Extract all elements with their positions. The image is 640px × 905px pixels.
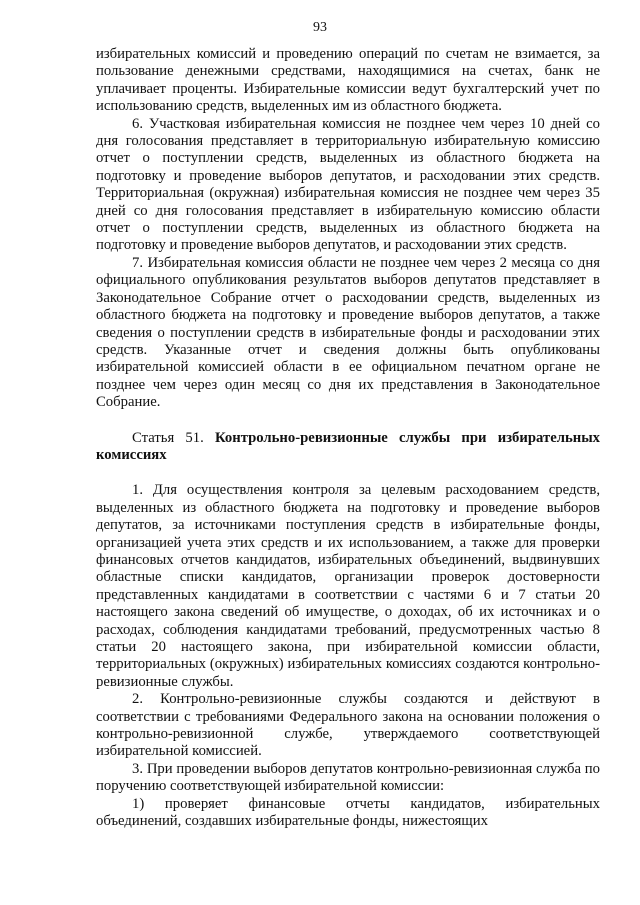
paragraph: 3. При проведении выборов депутатов контрольно-ревизионная служба по поручению соответствующей избирательной комиссии: [96,760,600,795]
article-number: Статья 51. [132,429,204,446]
spacer [96,464,600,482]
paragraph: 1) проверяет финансовые отчеты кандидатов, избирательных объединений, создавших избирательные фонды, нижестоящих [96,795,600,830]
article-heading [96,430,600,465]
paragraph: избирательных комиссий и проведению операций по счетам не взимается, за пользование денежными средствами, находящимися на счетах, банк не уплачивает проценты. Избирательные комиссии ведут бухгалтерский учет по использованию средств, выделенных им из областного бюджета. [96,46,600,115]
article-title: Контрольно-ревизионные службы при избирательных комиссиях [96,429,601,463]
document-body [96,46,600,830]
paragraph: 2. Контрольно-ревизионные службы создаются и действуют в соответствии с требованиями Федерального закона на основании положения о контрольно-ревизионной службе, утверждаемого соответствующей избирательной комиссией. [96,691,600,760]
paragraph: 7. Избирательная комиссия области не позднее чем через 2 месяца со дня официального опубликования результатов выборов депутатов представляет в Законодательное Собрание отчет о расходовании средств, выделенных из областного бюджета на подготовку и проведение выборов депутатов, а также сведения о поступлении средств в избирательные фонды и расходовании этих средств. Указанные отчет и сведения должны быть опубликованы избирательной комиссией области в ее официальном печатном органе не позднее чем через один месяц со дня их представления в Законодательное Собрание. [96,254,600,411]
spacer [96,412,600,430]
page-number: 93 [313,20,327,35]
paragraph: 1. Для осуществления контроля за целевым расходованием средств, выделенных из областного бюджета на подготовку и проведение выборов депутатов, за источниками поступления средств в избирательные фонды, организацией учета этих средств и их использованием, а также для проверки финансовых отчетов кандидатов, избирательных объединений, выдвинувших областные списки кандидатов, организации проверок достоверности представленных кандидатами в соответствии с частями 6 и 7 статьи 20 настоящего закона сведений об имуществе, о доходах, об их источниках и о расходах, соблюдения кандидатами требований, предусмотренных частью 8 статьи 20 настоящего закона, при избирательной комиссии области, территориальных (окружных) избирательных комиссиях создаются контрольно-ревизионные службы. [96,482,600,690]
paragraph: 6. Участковая избирательная комиссия не позднее чем через 10 дней со дня голосования представляет в территориальную избирательную комиссию отчет о поступлении средств, выделенных из областного бюджета на подготовку и проведение выборов депутатов, и расходовании этих средств. Территориальная (окружная) избирательная комиссия не позднее чем через 35 дней со дня голосования представляет в избирательную комиссию области отчет о поступлении средств, выделенных из областного бюджета на подготовку и проведение выборов депутатов, и расходовании этих средств. [96,115,600,254]
